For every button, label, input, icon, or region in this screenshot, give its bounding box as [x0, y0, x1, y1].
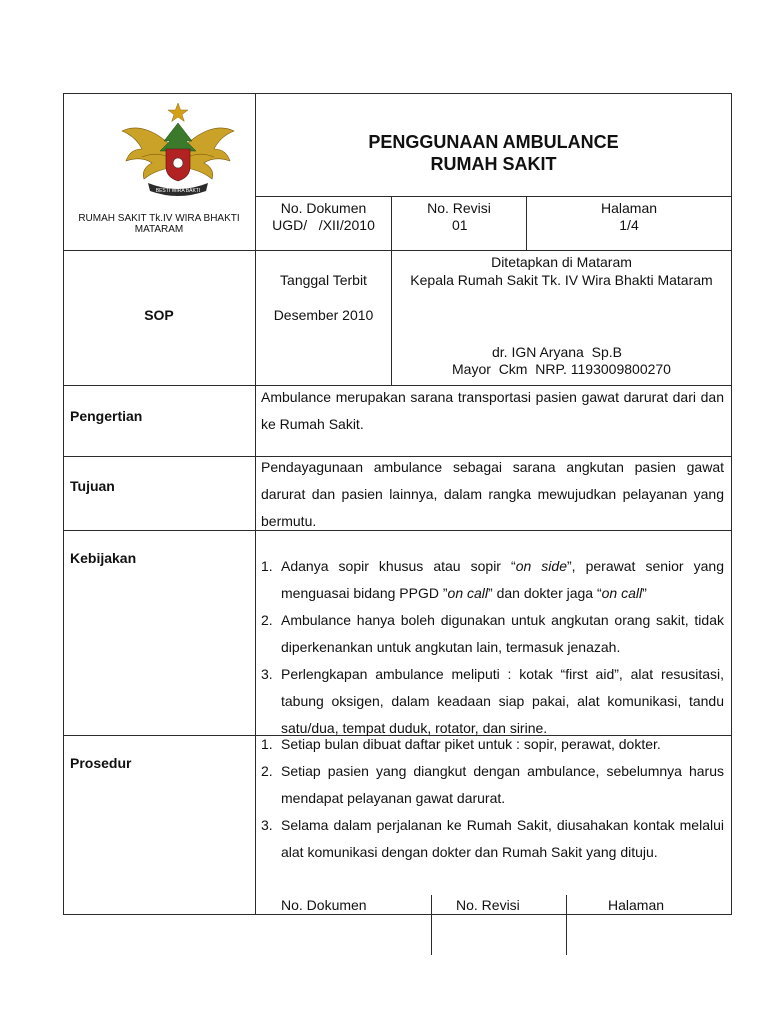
page-value: 1/4 — [619, 217, 639, 233]
prosedur-list — [261, 731, 724, 866]
date-label: Tanggal Terbit — [280, 272, 367, 288]
list-number: 3. — [261, 666, 273, 682]
title-line1: PENGGUNAAN AMBULANCE — [368, 132, 619, 152]
star-icon — [168, 103, 188, 122]
page-label: Halaman — [600, 200, 658, 216]
list-item: 1. Setiap bulan dibuat daftar piket untuk : sopir, perawat, dokter. — [261, 731, 724, 758]
doc-number-value: UGD/ /XII/2010 — [272, 217, 375, 233]
date-value: Desember 2010 — [273, 307, 374, 323]
prosedur-label: Prosedur — [70, 755, 132, 771]
signer-rank: Mayor Ckm NRP. 1193009800270 — [452, 361, 671, 377]
kebijakan-label: Kebijakan — [70, 550, 137, 566]
hospital-name — [66, 213, 252, 235]
list-item: 2. Ambulance hanya boleh digunakan untuk angkutan orang sakit, tidak diperkenankan untuk angkutan lain, termasuk jenazah. — [261, 607, 724, 661]
revision-value: 01 — [452, 217, 468, 233]
stipulated-text: Ditetapkan di Mataram — [491, 254, 632, 270]
signer-name: dr. IGN Aryana Sp.B — [492, 344, 622, 360]
table-border-top — [63, 93, 732, 94]
footer-divider-1 — [431, 895, 432, 955]
list-number: 2. — [261, 763, 273, 779]
pengertian-label: Pengertian — [70, 408, 143, 424]
list-item: 1. Adanya sopir khusus atau sopir “on side”, perawat senior yang menguasai bidang PPGD ”on call” dan dokter jaga “on call” — [261, 553, 724, 607]
tujuan-text: Pendayagunaan ambulance sebagai sarana angkutan pasien gawat darurat dan pasien lainnya, dalam rangka mewujudkan pelayanan yang bermutu. — [261, 459, 724, 529]
hospital-name-line1: RUMAH SAKIT Tk.IV WIRA BHAKTI — [78, 213, 240, 224]
tujuan-label: Tujuan — [70, 478, 115, 494]
footer-doc-label: No. Dokumen — [281, 897, 367, 913]
hospital-emblem — [118, 101, 238, 199]
footer-revision-label: No. Revisi — [456, 897, 520, 913]
pengertian-text: Ambulance merupakan sarana transportasi pasien gawat darurat dari dan ke Rumah Sakit. — [261, 389, 724, 432]
doc-number-label: No. Dokumen — [280, 200, 367, 216]
list-number: 1. — [261, 558, 273, 574]
page-title — [255, 131, 732, 175]
list-item: 3. Selama dalam perjalanan ke Rumah Sakit, diusahakan kontak melalui alat komunikasi dengan dokter dan Rumah Sakit yang dituju. — [261, 812, 724, 866]
head-title: Kepala Rumah Sakit Tk. IV Wira Bhakti Mataram — [410, 272, 713, 288]
sop-label: SOP — [144, 307, 174, 323]
footer-divider-2 — [566, 895, 567, 955]
list-number: 2. — [261, 612, 273, 628]
list-number: 1. — [261, 736, 273, 752]
hospital-name-line2: MATARAM — [134, 224, 184, 235]
kebijakan-list — [261, 553, 724, 742]
motto-text: BESTI WIRA BAKTI — [155, 188, 201, 194]
shield-emblem — [173, 158, 183, 168]
plume — [160, 123, 196, 151]
table-border-right — [731, 93, 732, 915]
table-border-left — [63, 93, 64, 915]
revision-label: No. Revisi — [427, 200, 491, 216]
list-item: 2. Setiap pasien yang diangkut dengan ambulance, sebelumnya harus mendapat pelayanan gawat darurat. — [261, 758, 724, 812]
title-line2: RUMAH SAKIT — [430, 154, 557, 174]
list-item: 3. Perlengkapan ambulance meliputi : kotak “first aid”, alat resusitasi, tabung oksigen, dalam keadaan siap pakai, alat komunikasi, tandu satu/dua, tempat duduk, rotator, dan sirine. — [261, 661, 724, 742]
title-divider — [255, 196, 732, 197]
list-number: 3. — [261, 817, 273, 833]
header-divider — [63, 250, 732, 251]
footer-page-label: Halaman — [608, 897, 665, 913]
table-border-bottom — [63, 914, 732, 915]
